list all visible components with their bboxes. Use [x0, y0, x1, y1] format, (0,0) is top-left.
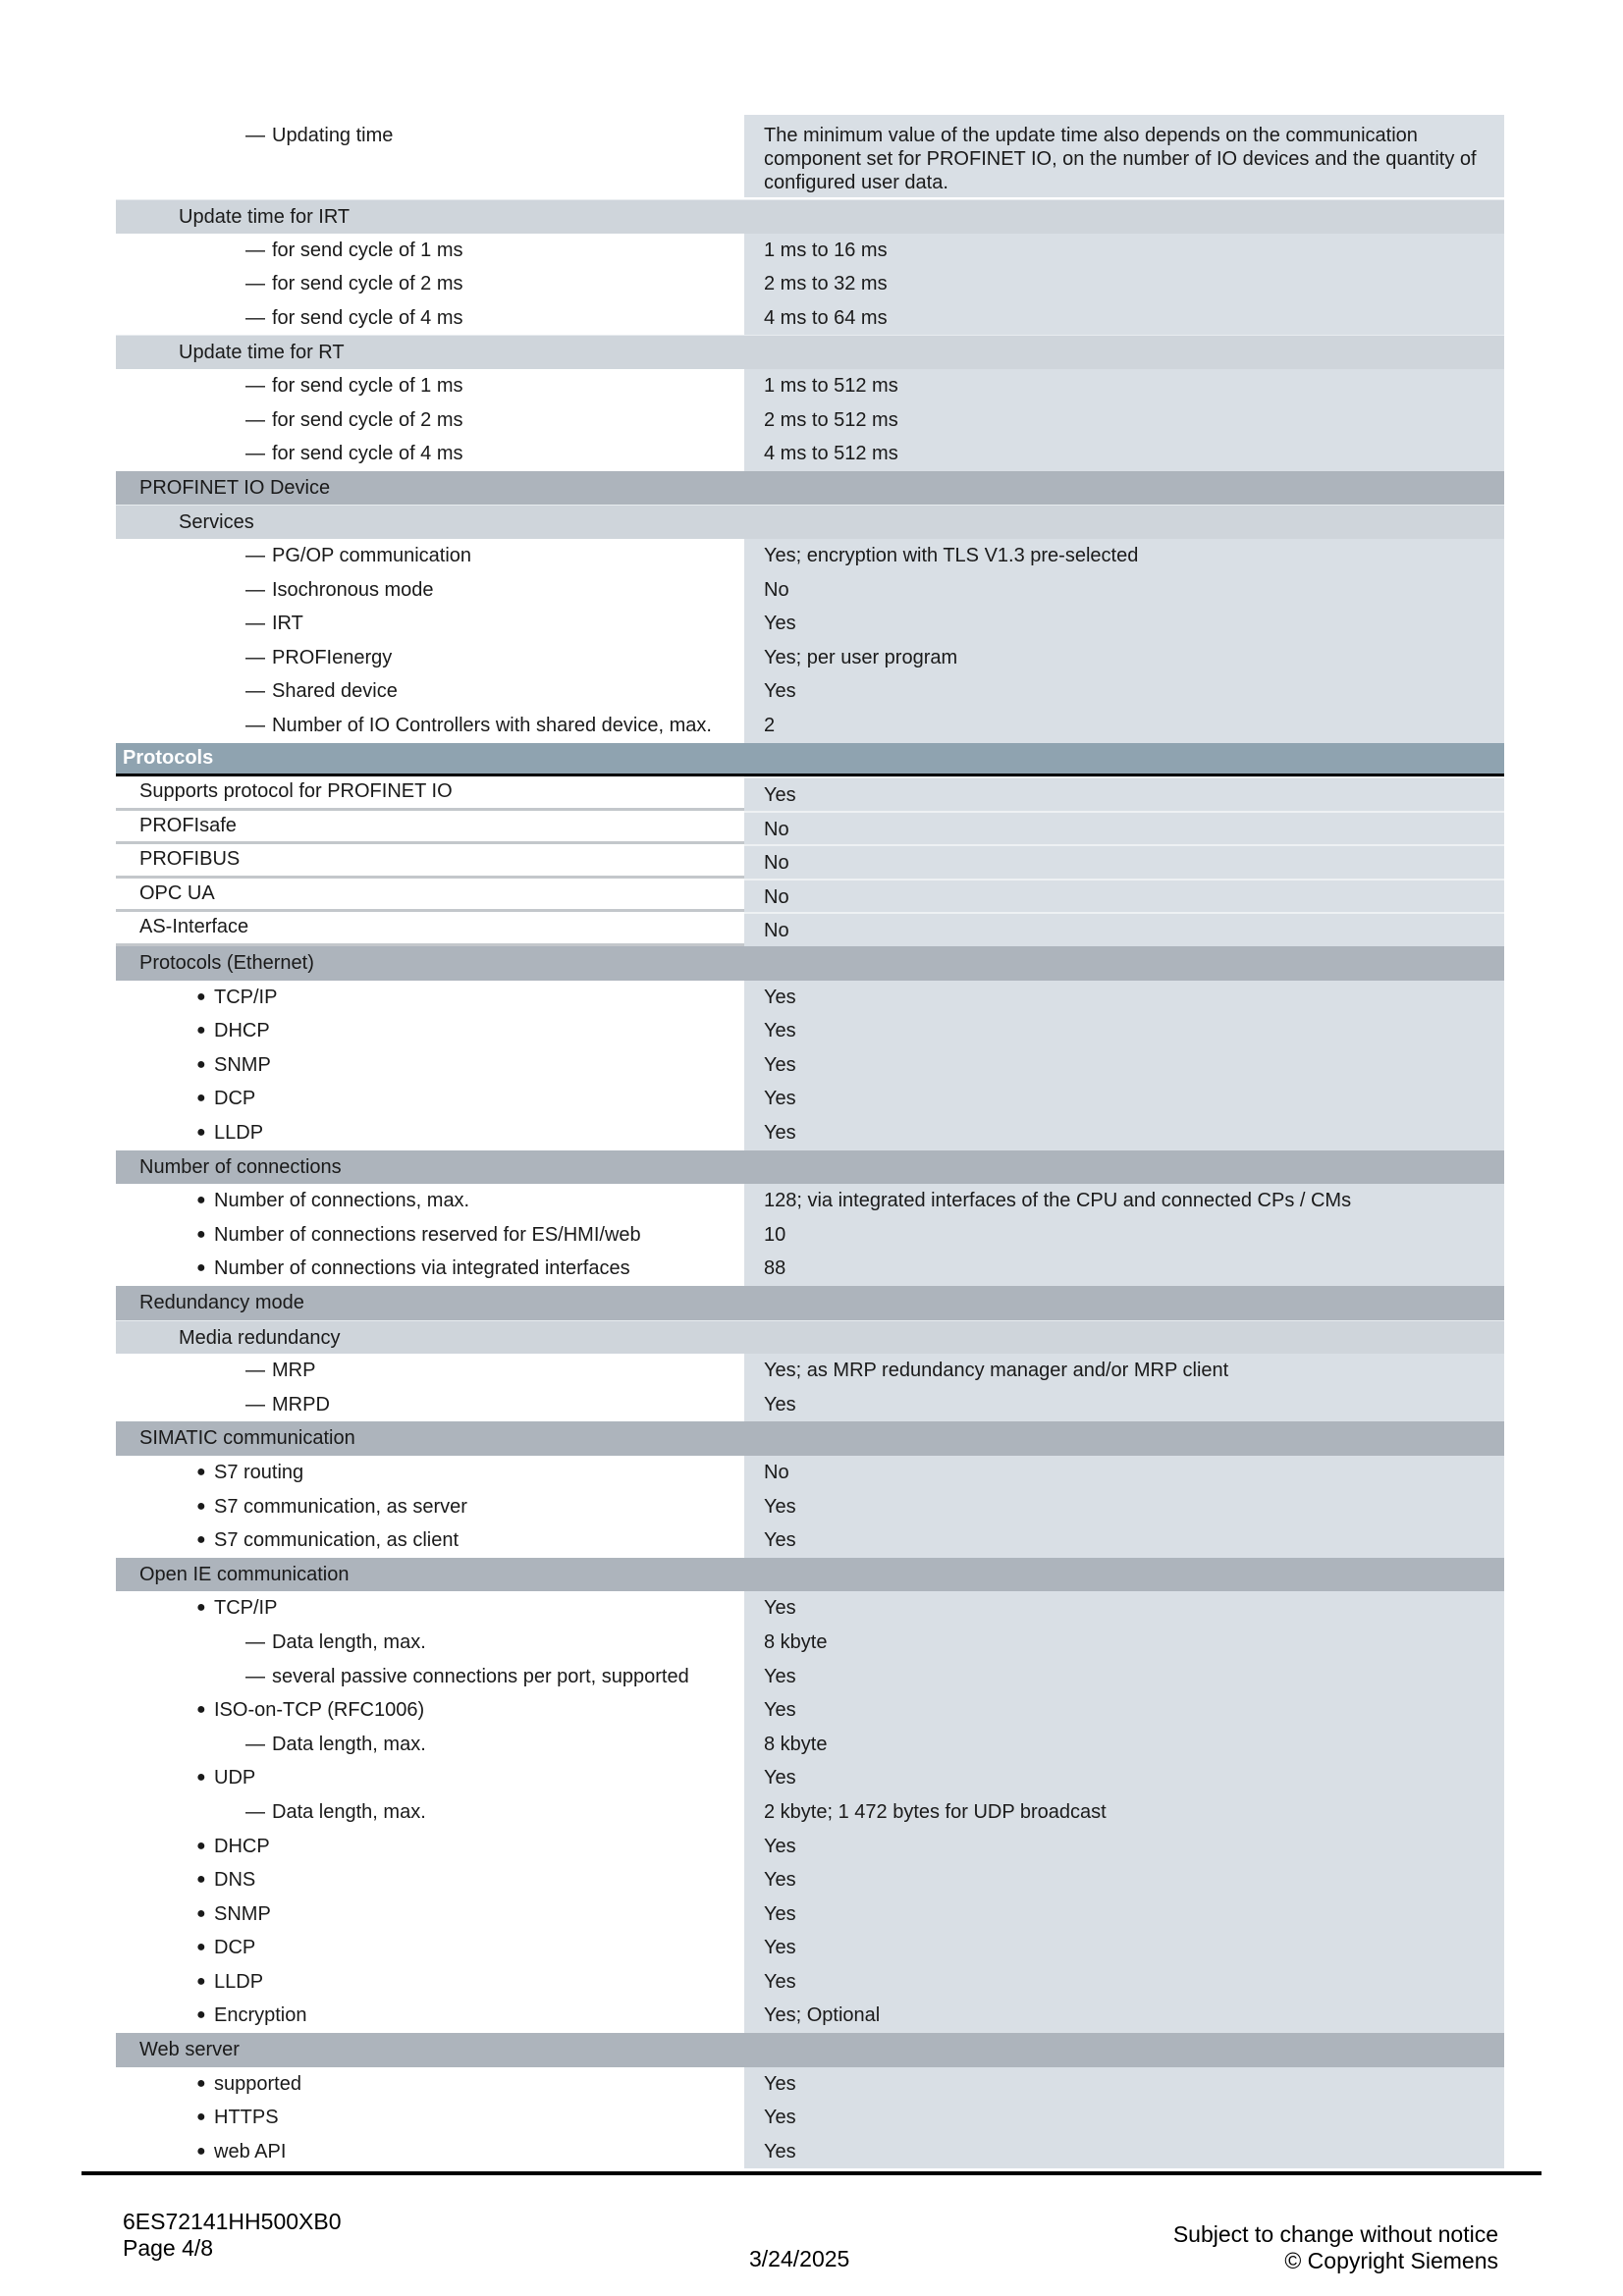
spec-row	[116, 1931, 1504, 1965]
spec-row	[116, 1660, 1504, 1694]
row-value: No	[744, 879, 1504, 913]
row-value: Yes	[744, 776, 1504, 811]
row-value: Yes	[744, 1388, 1504, 1422]
group-header	[116, 946, 1504, 981]
spec-row	[116, 234, 1504, 268]
dash-icon: —	[245, 680, 265, 703]
row-label-text: Number of connections reserved for ES/HMI/web	[214, 1223, 641, 1246]
copyright: © Copyright Siemens	[1284, 2248, 1498, 2273]
row-label-text: Number of connections	[139, 1155, 342, 1178]
footer-divider	[81, 2171, 1542, 2175]
row-label-text: IRT	[272, 613, 303, 635]
spec-row	[116, 1693, 1504, 1728]
row-value: Yes	[744, 1965, 1504, 2000]
row-label	[116, 1897, 744, 1932]
row-label-text: Supports protocol for PROFINET IO	[139, 780, 453, 803]
bullet-icon: ●	[196, 2074, 206, 2092]
row-label	[116, 1999, 744, 2033]
row-label	[116, 1931, 744, 1965]
row-label	[116, 981, 744, 1015]
row-label-text: LLDP	[214, 1970, 264, 1993]
row-label	[116, 1795, 744, 1830]
row-value: 128; via integrated interfaces of the CPU and connected CPs / CMs	[744, 1184, 1504, 1218]
row-label-text: Update time for IRT	[179, 206, 351, 228]
row-value: 8 kbyte	[744, 1626, 1504, 1660]
row-label	[116, 912, 744, 946]
dash-icon: —	[245, 374, 265, 397]
spec-row	[116, 776, 1504, 811]
row-value: 4 ms to 64 ms	[744, 301, 1504, 336]
row-label	[116, 1150, 1504, 1185]
row-label-text: Update time for RT	[179, 342, 345, 364]
row-label	[116, 1354, 744, 1388]
spec-row	[116, 1591, 1504, 1626]
row-label	[116, 776, 744, 811]
group-header	[116, 1558, 1504, 1592]
page-number: Page 4/8	[123, 2235, 214, 2261]
row-value: 8 kbyte	[744, 1728, 1504, 1762]
row-label-text: PROFIenergy	[272, 646, 393, 668]
group-header	[116, 1286, 1504, 1320]
row-label-text: for send cycle of 2 ms	[272, 408, 463, 431]
dash-icon: —	[245, 1733, 265, 1755]
row-label	[116, 1830, 744, 1864]
row-label	[116, 1523, 744, 1558]
dash-icon: —	[245, 1630, 265, 1653]
row-label	[116, 1116, 744, 1150]
footer-left	[123, 2209, 342, 2262]
spec-row	[116, 1795, 1504, 1830]
dash-icon: —	[245, 613, 265, 635]
row-label-text: PROFIBUS	[139, 848, 241, 871]
bullet-icon: ●	[196, 1599, 206, 1617]
row-label	[116, 1252, 744, 1286]
spec-row	[116, 981, 1504, 1015]
row-label-text: for send cycle of 1 ms	[272, 374, 463, 397]
row-label-text: SNMP	[214, 1053, 271, 1076]
spec-row	[116, 1626, 1504, 1660]
row-label-text: S7 communication, as server	[214, 1495, 467, 1518]
row-label	[116, 811, 744, 845]
row-label-text: Open IE communication	[139, 1563, 350, 1585]
group-header	[116, 335, 1504, 369]
row-label	[116, 267, 744, 301]
row-value: Yes	[744, 1523, 1504, 1558]
row-value: Yes	[744, 1660, 1504, 1694]
row-label	[116, 879, 744, 913]
row-label	[116, 2135, 744, 2169]
bullet-icon: ●	[196, 2109, 206, 2126]
spec-row	[116, 1897, 1504, 1932]
row-value: Yes	[744, 1014, 1504, 1048]
spec-row	[116, 1523, 1504, 1558]
row-label-text: Encryption	[214, 2004, 307, 2027]
spec-row	[116, 674, 1504, 709]
row-value: Yes; per user program	[744, 641, 1504, 675]
dash-icon: —	[245, 1800, 265, 1823]
spec-row	[116, 1048, 1504, 1083]
dash-icon: —	[245, 408, 265, 431]
row-label	[116, 1761, 744, 1795]
row-label-text: for send cycle of 4 ms	[272, 443, 463, 465]
dash-icon: —	[245, 1360, 265, 1382]
spec-row	[116, 1999, 1504, 2033]
row-label	[116, 369, 744, 403]
bullet-icon: ●	[196, 1769, 206, 1787]
row-label-text: DHCP	[214, 1835, 270, 1857]
row-label	[116, 1082, 744, 1116]
row-label-text: for send cycle of 1 ms	[272, 239, 463, 261]
row-value: Yes	[744, 1897, 1504, 1932]
row-label	[116, 2033, 1504, 2067]
bullet-icon: ●	[196, 1463, 206, 1480]
row-label	[116, 1218, 744, 1253]
row-label-text: MRPD	[272, 1393, 330, 1415]
row-value: Yes	[744, 1082, 1504, 1116]
row-label	[116, 539, 744, 573]
spec-row	[116, 1388, 1504, 1422]
bullet-icon: ●	[196, 1090, 206, 1107]
spec-row	[116, 1014, 1504, 1048]
row-label-text: TCP/IP	[214, 1597, 278, 1620]
row-label-text: Number of IO Controllers with shared device, max.	[272, 714, 712, 736]
dash-icon: —	[245, 239, 265, 261]
bullet-icon: ●	[196, 1259, 206, 1277]
bullet-icon: ●	[196, 1837, 206, 1854]
row-label	[116, 844, 744, 879]
row-label	[116, 709, 744, 743]
row-label-text: Updating time	[272, 125, 394, 146]
row-label-text: Redundancy mode	[139, 1292, 304, 1313]
spec-row	[116, 1761, 1504, 1795]
row-value: Yes	[744, 2067, 1504, 2102]
row-value: Yes	[744, 1693, 1504, 1728]
bullet-icon: ●	[196, 1192, 206, 1209]
row-label	[116, 301, 744, 336]
spec-row	[116, 844, 1504, 879]
row-label-text: Media redundancy	[179, 1326, 341, 1349]
row-label-text: S7 routing	[214, 1461, 304, 1483]
row-value: Yes	[744, 1116, 1504, 1150]
row-label-text: for send cycle of 2 ms	[272, 273, 463, 295]
group-header	[116, 471, 1504, 506]
row-value: Yes	[744, 1591, 1504, 1626]
bullet-icon: ●	[196, 2006, 206, 2024]
spec-row	[116, 811, 1504, 845]
change-notice: Subject to change without notice	[1172, 2221, 1498, 2247]
row-label-text: Services	[179, 511, 254, 534]
group-header	[116, 199, 1504, 234]
row-value: No	[744, 1456, 1504, 1490]
row-label-text: web API	[214, 2140, 287, 2163]
row-value: Yes	[744, 1761, 1504, 1795]
bullet-icon: ●	[196, 1904, 206, 1922]
row-label-text: SIMATIC communication	[139, 1427, 355, 1450]
dash-icon: —	[245, 578, 265, 601]
row-value: Yes	[744, 1863, 1504, 1897]
row-label-text: DCP	[214, 1088, 256, 1110]
row-label	[116, 2067, 744, 2102]
row-value: No	[744, 844, 1504, 879]
row-label-text: Web server	[139, 2039, 240, 2061]
spec-row	[116, 912, 1504, 946]
row-label	[116, 743, 1504, 774]
dash-icon: —	[245, 544, 265, 566]
row-value: 1 ms to 512 ms	[744, 369, 1504, 403]
row-label-text: S7 communication, as client	[214, 1529, 460, 1552]
row-value: Yes	[744, 607, 1504, 641]
dash-icon: —	[245, 1665, 265, 1687]
row-value: Yes	[744, 674, 1504, 709]
row-value: Yes; as MRP redundancy manager and/or MRP client	[744, 1354, 1504, 1388]
row-label	[116, 200, 1504, 234]
row-label	[116, 674, 744, 709]
row-label	[116, 1456, 744, 1490]
row-label-text: DHCP	[214, 1020, 270, 1042]
dash-icon: —	[245, 273, 265, 295]
bullet-icon: ●	[196, 1871, 206, 1889]
spec-row	[116, 1252, 1504, 1286]
row-label	[116, 641, 744, 675]
row-label-text: SNMP	[214, 1902, 271, 1925]
spec-row	[116, 1830, 1504, 1864]
spec-row	[116, 1728, 1504, 1762]
row-label	[116, 2101, 744, 2135]
spec-row	[116, 267, 1504, 301]
spec-row	[116, 369, 1504, 403]
spec-row	[116, 301, 1504, 336]
dash-icon: —	[245, 443, 265, 465]
row-label-text: Data length, max.	[272, 1733, 426, 1755]
group-header	[116, 1320, 1504, 1355]
row-value: Yes	[744, 1490, 1504, 1524]
bullet-icon: ●	[196, 2142, 206, 2160]
row-label-text: Shared device	[272, 680, 398, 703]
row-label	[116, 234, 744, 268]
bullet-icon: ●	[196, 1939, 206, 1956]
dash-icon: —	[245, 714, 265, 736]
group-header	[116, 2033, 1504, 2067]
row-label-text: Number of connections, max.	[214, 1190, 470, 1212]
row-label-text: DNS	[214, 1869, 256, 1892]
row-label	[116, 1321, 1504, 1355]
spec-row	[116, 2135, 1504, 2169]
row-label-text: Protocols	[123, 746, 214, 769]
footer-right	[1173, 2221, 1498, 2274]
row-value: 2 ms to 512 ms	[744, 403, 1504, 438]
row-value: No	[744, 811, 1504, 845]
spec-row	[116, 2101, 1504, 2135]
spec-row	[116, 2067, 1504, 2102]
bullet-icon: ●	[196, 1497, 206, 1515]
row-label-text: Protocols (Ethernet)	[139, 952, 314, 975]
row-label-text: supported	[214, 2072, 301, 2095]
bullet-icon: ●	[196, 1055, 206, 1073]
row-value: 2 ms to 32 ms	[744, 267, 1504, 301]
row-label-text: TCP/IP	[214, 986, 278, 1008]
row-label	[116, 115, 744, 199]
row-label	[116, 1591, 744, 1626]
row-value: No	[744, 912, 1504, 946]
row-value: Yes	[744, 2135, 1504, 2169]
row-label-text: Number of connections via integrated interfaces	[214, 1257, 630, 1280]
footer-date: 3/24/2025	[749, 2246, 850, 2271]
spec-row	[116, 1863, 1504, 1897]
row-label	[116, 1388, 744, 1422]
spec-row	[116, 641, 1504, 675]
row-label-text: Data length, max.	[272, 1800, 426, 1823]
row-label-text: HTTPS	[214, 2107, 279, 2129]
article-number: 6ES72141HH500XB0	[123, 2209, 342, 2234]
row-label-text: for send cycle of 4 ms	[272, 306, 463, 329]
row-label	[116, 1660, 744, 1694]
row-label-text: PROFINET IO Device	[139, 476, 331, 499]
row-label-text: several passive connections per port, supported	[272, 1665, 689, 1687]
row-label-text: DCP	[214, 1937, 256, 1959]
spec-row	[116, 573, 1504, 608]
group-header	[116, 505, 1504, 539]
row-value: 2	[744, 709, 1504, 743]
row-value: Yes; encryption with TLS V1.3 pre-selected	[744, 539, 1504, 573]
row-label-text: PG/OP communication	[272, 544, 472, 566]
spec-row	[116, 1218, 1504, 1253]
row-label	[116, 1863, 744, 1897]
row-label	[116, 1558, 1504, 1592]
row-label-text: OPC UA	[139, 881, 215, 904]
spec-row	[116, 607, 1504, 641]
spec-row	[116, 1184, 1504, 1218]
row-value: No	[744, 573, 1504, 608]
row-label	[116, 506, 1504, 539]
section-header	[116, 743, 1504, 777]
spec-row	[116, 1354, 1504, 1388]
spec-row	[116, 1965, 1504, 2000]
bullet-icon: ●	[196, 1225, 206, 1243]
row-label	[116, 1421, 1504, 1456]
bullet-icon: ●	[196, 1124, 206, 1142]
spec-row	[116, 115, 1504, 199]
row-label-text: LLDP	[214, 1122, 264, 1145]
bullet-icon: ●	[196, 1972, 206, 1990]
row-value: 10	[744, 1218, 1504, 1253]
bullet-icon: ●	[196, 1701, 206, 1719]
bullet-icon: ●	[196, 1531, 206, 1549]
row-value: Yes	[744, 981, 1504, 1015]
row-label	[116, 1184, 744, 1218]
row-label	[116, 1490, 744, 1524]
group-header	[116, 1150, 1504, 1185]
spec-row	[116, 1116, 1504, 1150]
row-value: 2 kbyte; 1 472 bytes for UDP broadcast	[744, 1795, 1504, 1830]
technical-specifications-table	[116, 115, 1504, 2168]
spec-row	[116, 437, 1504, 471]
row-label	[116, 1286, 1504, 1320]
dash-icon: —	[245, 1393, 265, 1415]
row-label-text: ISO-on-TCP (RFC1006)	[214, 1699, 425, 1722]
row-label	[116, 946, 1504, 981]
row-value: Yes	[744, 2101, 1504, 2135]
row-label	[116, 471, 1504, 506]
spec-row	[116, 709, 1504, 743]
row-label	[116, 1965, 744, 2000]
bullet-icon: ●	[196, 1022, 206, 1040]
row-label	[116, 336, 1504, 369]
row-label	[116, 573, 744, 608]
group-header	[116, 1421, 1504, 1456]
row-value: Yes	[744, 1830, 1504, 1864]
row-value: 4 ms to 512 ms	[744, 437, 1504, 471]
row-value: 1 ms to 16 ms	[744, 234, 1504, 268]
dash-icon: —	[245, 646, 265, 668]
spec-row	[116, 1490, 1504, 1524]
row-label	[116, 1048, 744, 1083]
bullet-icon: ●	[196, 988, 206, 1005]
dash-icon: —	[245, 306, 265, 329]
row-label	[116, 1626, 744, 1660]
row-label-text: UDP	[214, 1767, 256, 1789]
row-label	[116, 1014, 744, 1048]
row-label	[116, 403, 744, 438]
row-value: The minimum value of the update time also depends on the communication component set for PROFINET IO, on the number of IO devices and the quantity of configured user data.	[744, 115, 1504, 197]
spec-row	[116, 1456, 1504, 1490]
row-label	[116, 1728, 744, 1762]
row-value: Yes	[744, 1931, 1504, 1965]
row-label-text: AS-Interface	[139, 916, 249, 938]
dash-icon: —	[245, 125, 265, 146]
row-label-text: MRP	[272, 1360, 316, 1382]
row-label	[116, 437, 744, 471]
row-value: Yes; Optional	[744, 1999, 1504, 2033]
row-label-text: Isochronous mode	[272, 578, 434, 601]
row-label-text: Data length, max.	[272, 1630, 426, 1653]
spec-row	[116, 403, 1504, 438]
row-label-text: PROFIsafe	[139, 814, 237, 836]
row-value: 88	[744, 1252, 1504, 1286]
spec-row	[116, 1082, 1504, 1116]
spec-row	[116, 539, 1504, 573]
row-value: Yes	[744, 1048, 1504, 1083]
row-label	[116, 1693, 744, 1728]
spec-row	[116, 879, 1504, 913]
row-label	[116, 607, 744, 641]
